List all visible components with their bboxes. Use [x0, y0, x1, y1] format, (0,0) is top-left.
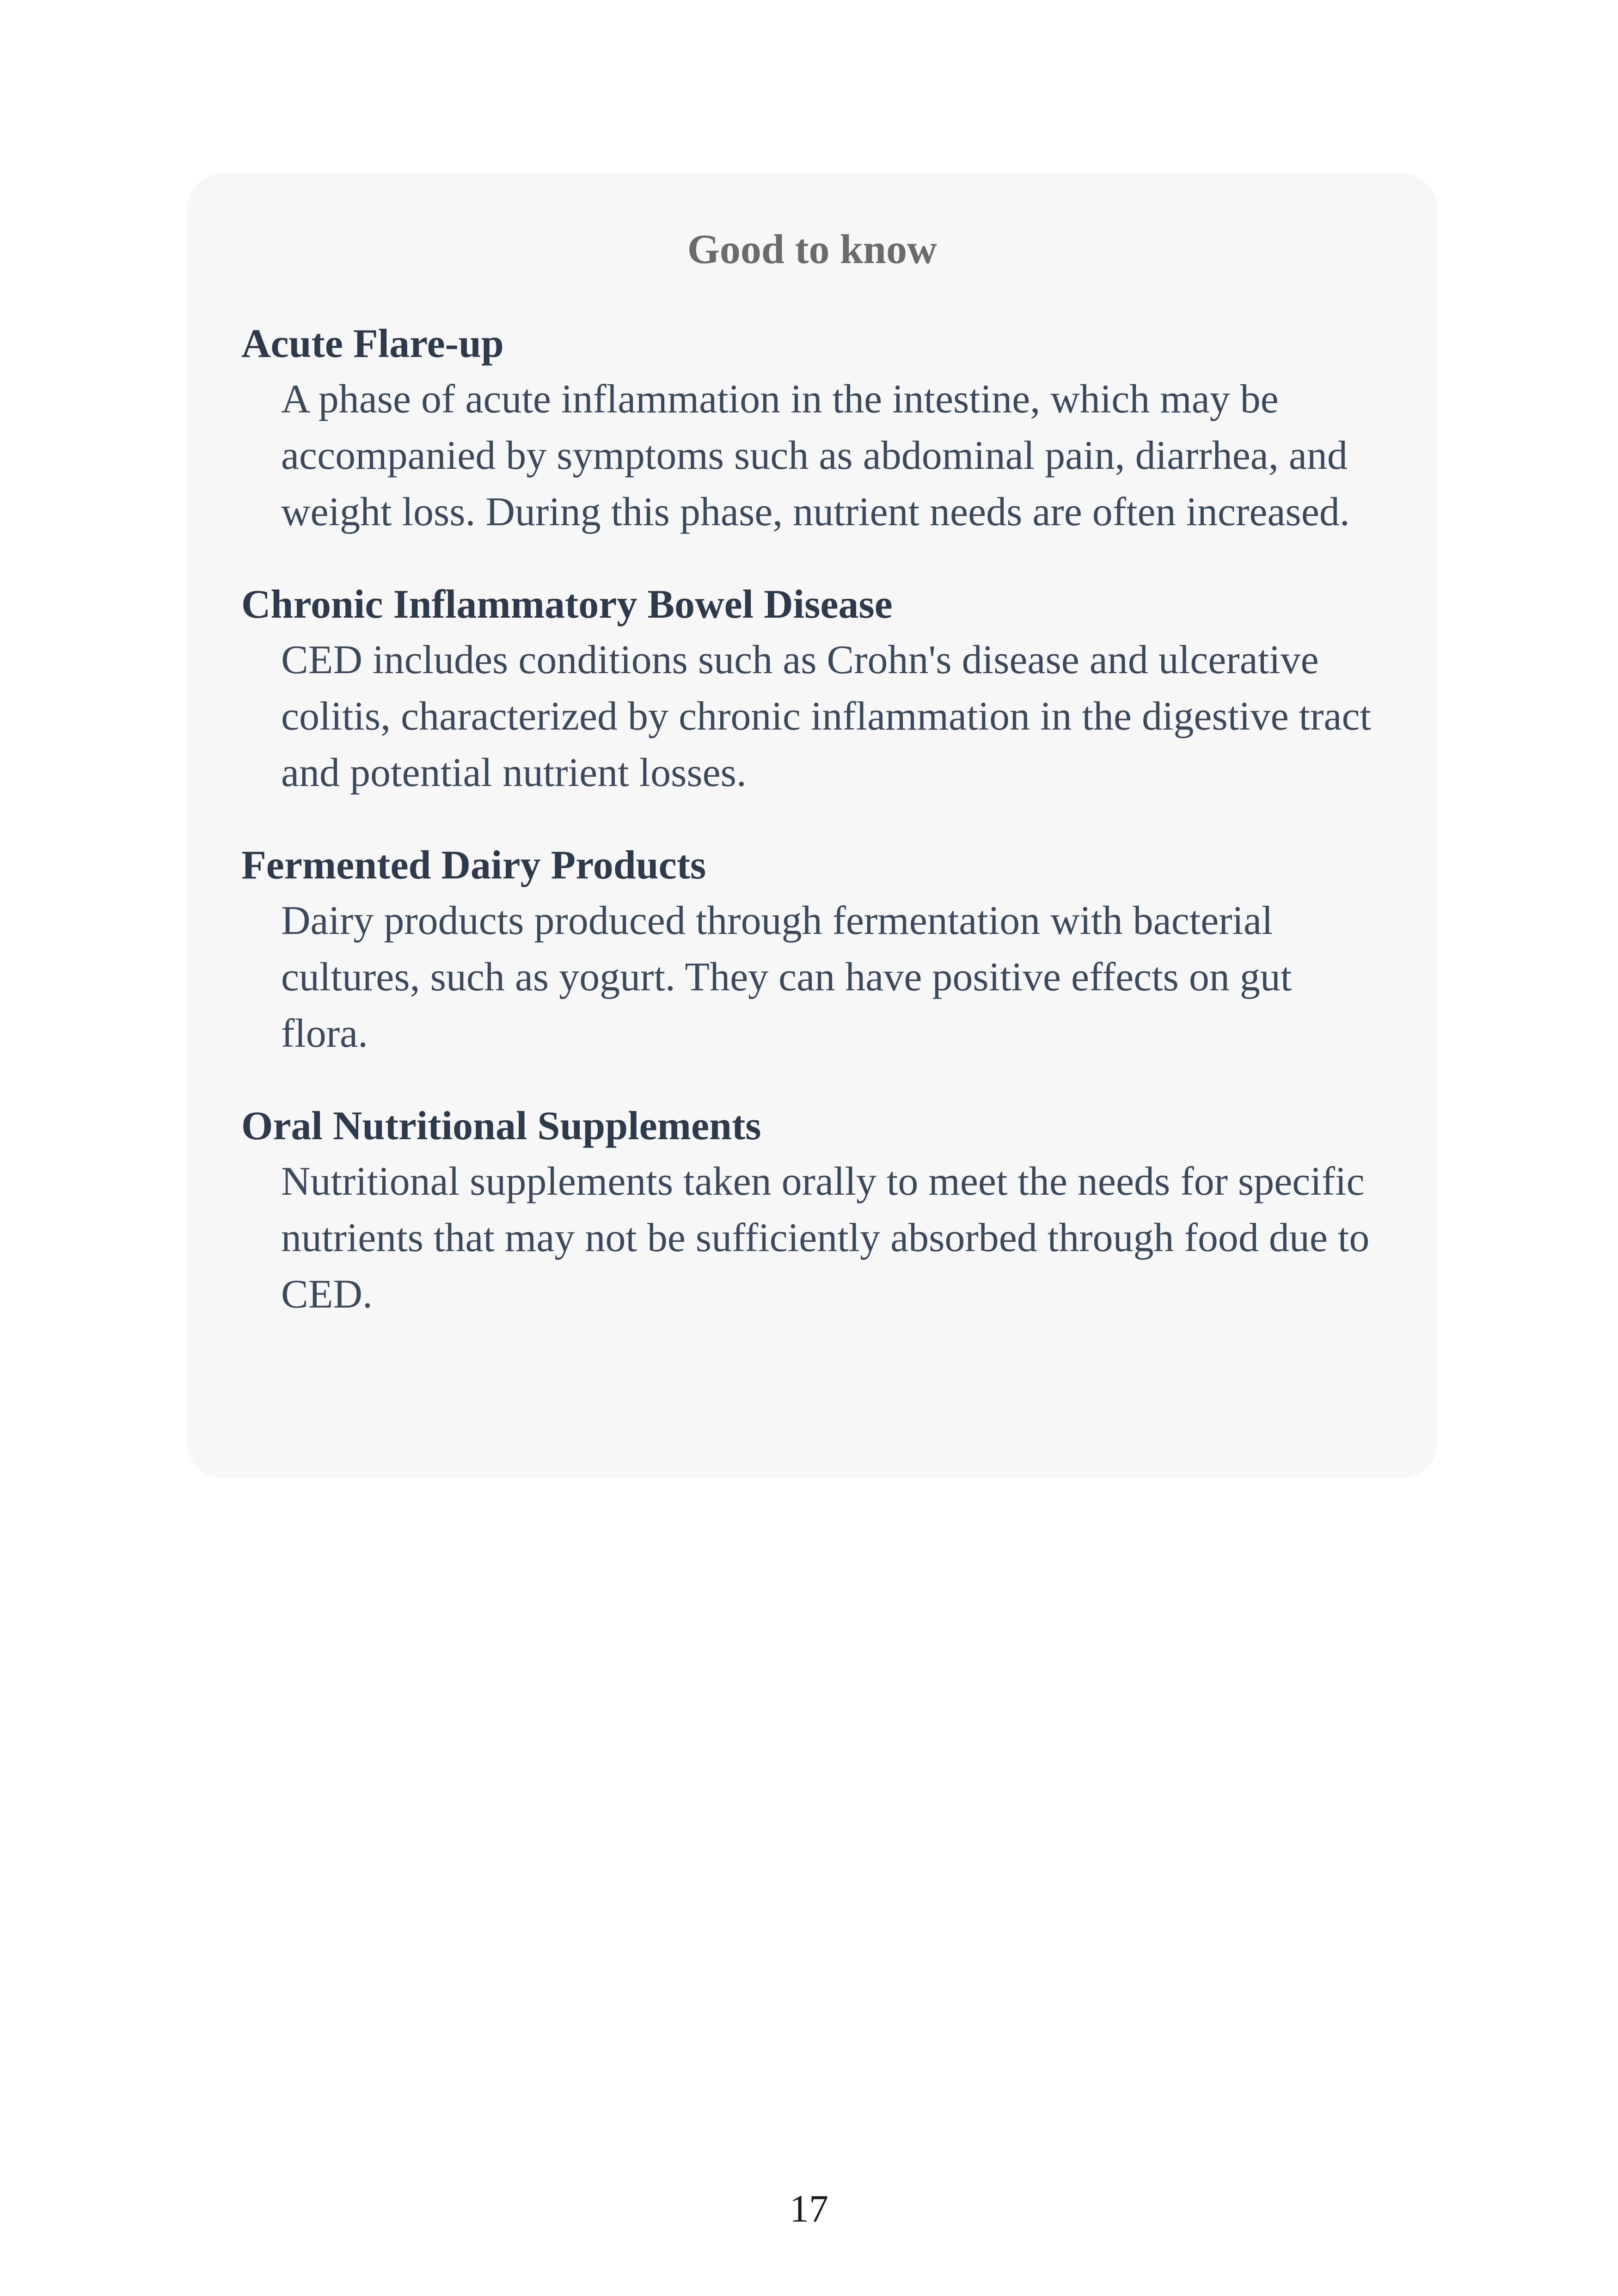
glossary-entry [241, 838, 1383, 1062]
box-title: Good to know [687, 227, 938, 272]
glossary-definition: CED includes conditions such as Crohn's disease and ulcerative colitis, characterized by chronic inflammation in the digestive tract and potential nutrient losses. [281, 638, 1371, 795]
glossary-entry [241, 577, 1383, 801]
glossary-term: Acute Flare-up [241, 321, 504, 366]
glossary-definition: Dairy products produced through fermentation with bacterial cultures, such as yogurt. They can have positive effects on gut flora. [281, 898, 1292, 1056]
glossary-definition: Nutritional supplements taken orally to meet the needs for specific nutrients that may not be sufficiently absorbed through food due to CED. [281, 1159, 1370, 1317]
glossary-term: Chronic Inflammatory Bowel Disease [241, 582, 893, 627]
good-to-know-box [187, 173, 1438, 1478]
glossary-list [241, 317, 1383, 1323]
glossary-term: Oral Nutritional Supplements [241, 1104, 761, 1148]
glossary-entry [241, 317, 1383, 540]
glossary-definition: A phase of acute inflammation in the intestine, which may be accompanied by symptoms such as abdominal pain, diarrhea, and weight loss. During this phase, nutrient needs are often increased. [281, 377, 1350, 534]
glossary-term: Fermented Dairy Products [241, 843, 706, 888]
page-number: 17 [790, 2187, 828, 2230]
glossary-entry [241, 1099, 1383, 1323]
